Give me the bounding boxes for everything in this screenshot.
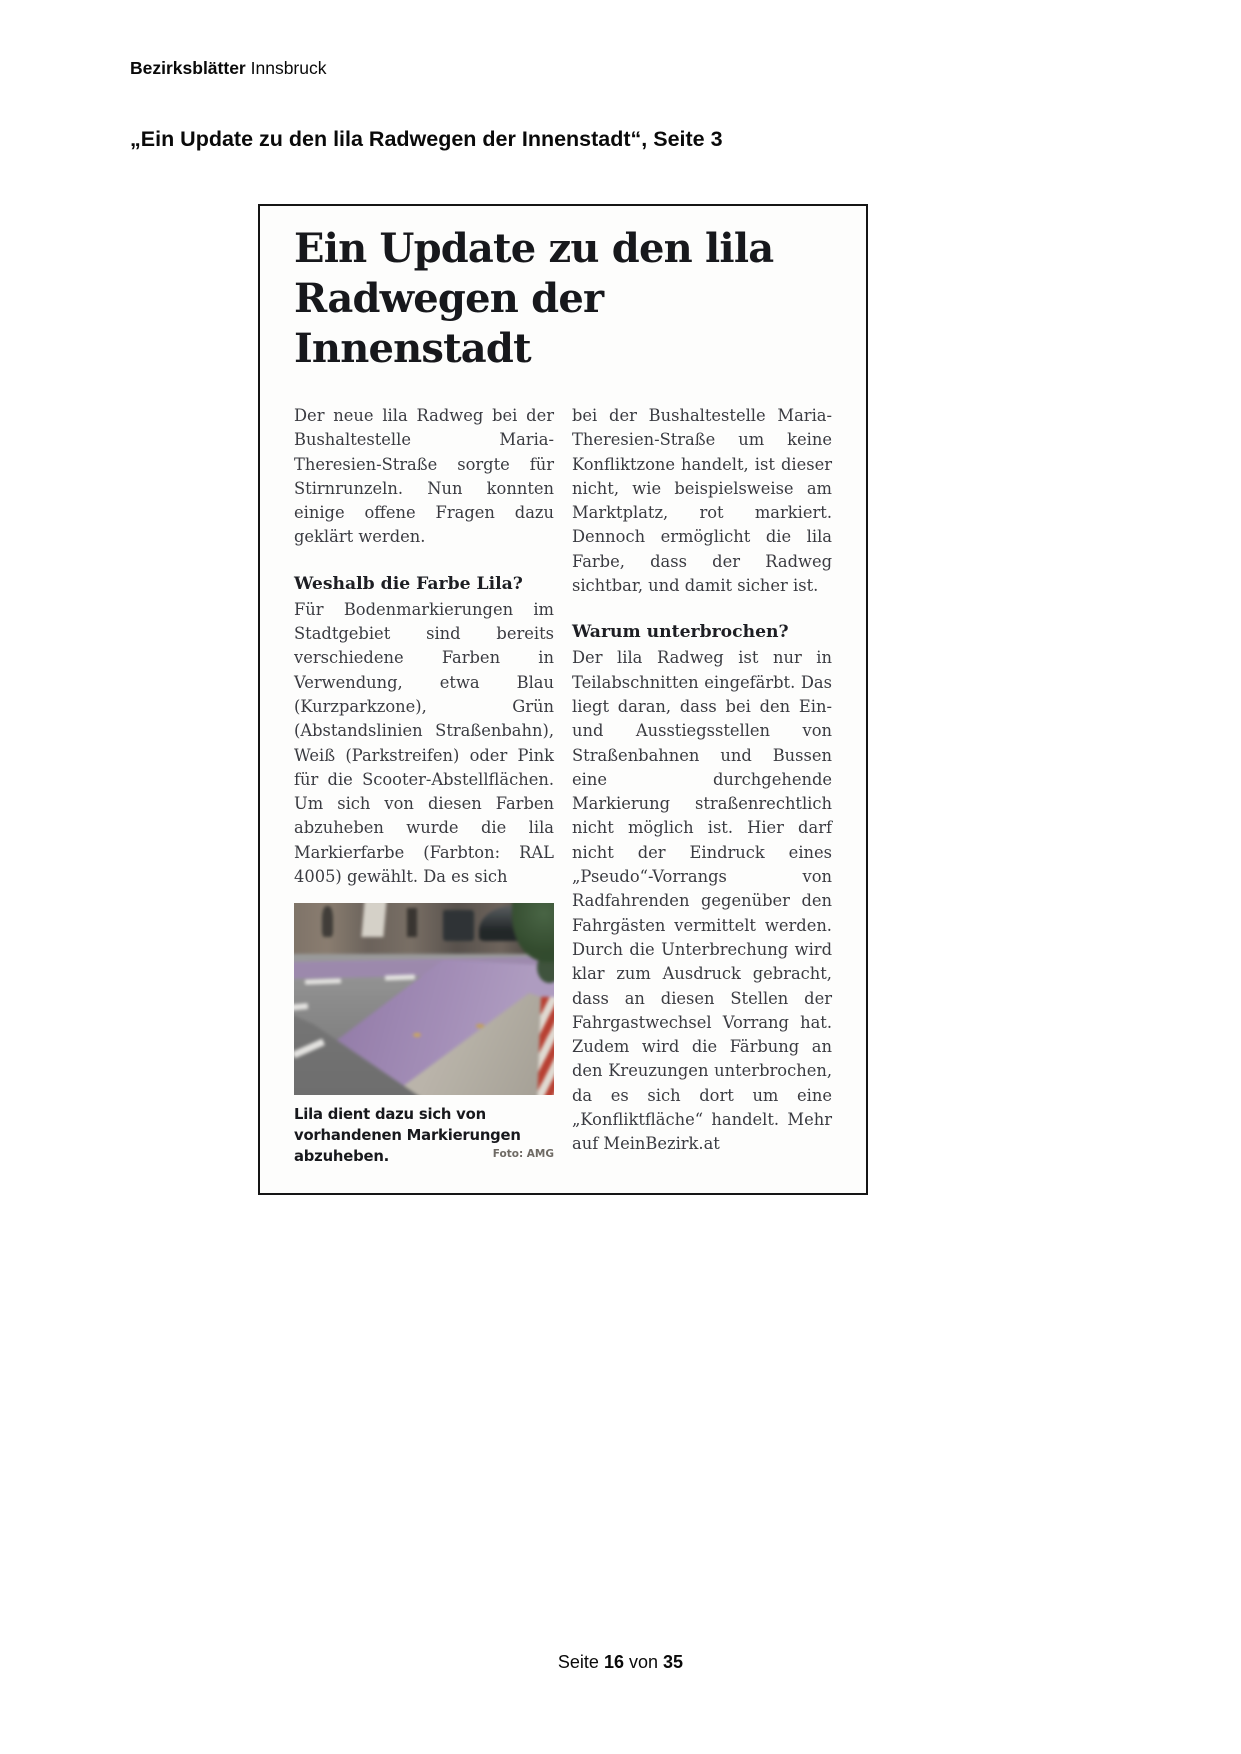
parked-van [443, 910, 473, 941]
article-column-right [572, 404, 832, 1167]
subheading-farbe-lila: Weshalb die Farbe Lila? [294, 573, 523, 594]
paragraph-farbe-lila: Für Bodenmarkierungen im Stadtgebiet sind bereits verschiedene Farben in Verwendung, etwa Blau (Kurzparkzone), Grün (Abstandslinien Straßenbahn), Weiß (Parkstreifen) oder Pink für die Scooter-Abstellflächen. Um sich von diesen Farben abzuheben wurde die lila Markierfarbe (Farbton: RAL 4005) gewählt. Da es sich [294, 599, 554, 887]
article-column-left [294, 404, 554, 1167]
paragraph-continuation: bei der Bushaltestelle Maria-Theresien-Straße um keine Konfliktzone handelt, ist dieser nicht, wie beispielsweise am Marktplatz, rot markiert. Dennoch ermöglicht die lila Farbe, dass der Radweg sichtbar, und damit sicher ist. [572, 406, 832, 596]
of-label: von [629, 1652, 659, 1672]
current-page-number: 16 [603, 1652, 624, 1672]
article-photo [294, 903, 554, 1095]
total-page-count: 35 [663, 1652, 684, 1672]
document-header [130, 58, 327, 79]
road-marking-dash [305, 978, 341, 985]
page-footer [0, 1652, 1241, 1673]
paragraph-warum-unterbrochen: Der lila Radweg ist nur in Teilabschnitten eingefärbt. Das liegt daran, dass bei den Ein- und Ausstiegsstellen von Straßenbahnen und Bussen eine durchgehende Markierung straßenrechtlich nicht möglich ist. Hier darf nicht der Eindruck eines „Pseudo“-Vorrangs von Radfahrenden gegenüber den Fahrgästen vermittelt werden. Durch die Unterbrechung wird klar zum Ausdruck gebracht, dass an diesen Stellen der Fahrgastwechsel Vorrang hat. Zudem wird die Färbung an den Kreuzungen unterbrochen, da es sich dort um eine „Konfliktfläche“ handelt. Mehr auf MeinBezirk.at [572, 648, 832, 1154]
photo-caption [294, 1104, 554, 1167]
foliage [537, 952, 554, 983]
fallen-leaf [476, 1024, 483, 1028]
white-sign [362, 903, 387, 937]
pedestrian-silhouette [407, 908, 416, 937]
photo-caption-text: Lila dient dazu sich von vorhandenen Markierungen abzuheben. [294, 1106, 521, 1166]
fallen-leaf [413, 1033, 421, 1037]
photo-blur-layer [294, 903, 554, 1095]
edition-name: Innsbruck [250, 58, 327, 78]
article-headline: Ein Update zu den lila Radwegen der Innenstadt [294, 225, 774, 372]
page-label: Seite [557, 1652, 599, 1672]
article-clipping [258, 204, 868, 1195]
article-columns [294, 404, 832, 1167]
pedestrian-silhouette [322, 906, 333, 937]
intro-paragraph: Der neue lila Radweg bei der Bushaltestelle Maria-Theresien-Straße sorgte für Stirnrunzeln. Nun konnten einige offene Fragen dazu geklärt werden. [294, 406, 554, 547]
subheading-warum-unterbrochen: Warum unterbrochen? [572, 622, 789, 643]
publication-name: Bezirksblätter [130, 58, 246, 78]
document-title: „Ein Update zu den lila Radwegen der Innenstadt“, Seite 3 [130, 127, 723, 151]
photo-credit: Foto: AMG [492, 1148, 554, 1161]
